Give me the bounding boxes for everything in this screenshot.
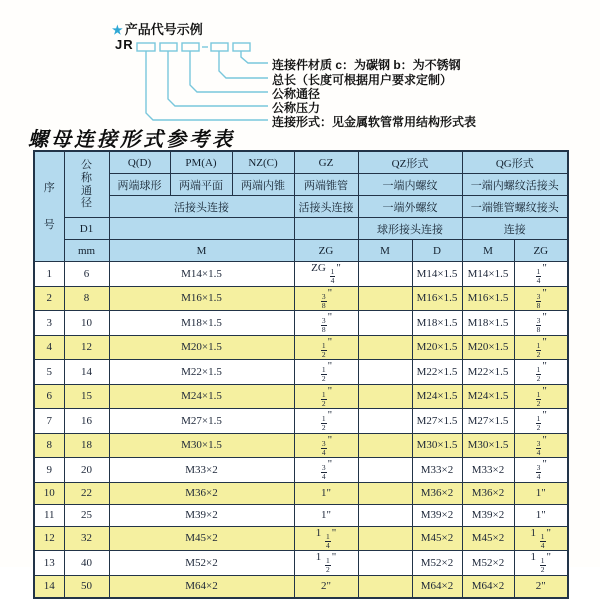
cell-dn: 6 <box>64 262 109 287</box>
cell-m: M39×2 <box>109 504 294 526</box>
cell-gz_zg: 2" <box>294 575 358 598</box>
cell-gz_zg: $\frac{3}{4}$ " <box>294 433 358 458</box>
cell-gz_zg: $\frac{1}{2}$ " <box>294 360 358 385</box>
cell-qz_m <box>358 311 412 336</box>
header-mm: mm <box>64 240 109 262</box>
cell-dn: 50 <box>64 575 109 598</box>
cell-qg_m: M27×1.5 <box>462 409 514 434</box>
cell-seq: 11 <box>34 504 64 526</box>
cell-qg_m: M33×2 <box>462 458 514 483</box>
code-box-3 <box>182 43 199 51</box>
cell-gz_zg: $\frac{3}{8}$ " <box>294 286 358 311</box>
cell-gz_zg: $\frac{3}{4}$ " <box>294 458 358 483</box>
cell-seq: 5 <box>34 360 64 385</box>
cell-m: M27×1.5 <box>109 409 294 434</box>
cell-gz_zg: ZG $\frac{1}{4}$ " <box>294 262 358 287</box>
cell-gz_zg: 1 $\frac{1}{2}$ " <box>294 551 358 576</box>
cell-m: M20×1.5 <box>109 335 294 360</box>
leader-line-material <box>241 51 268 63</box>
label-material: 连接件材质 c：为碳钢 b：为不锈钢 <box>272 58 461 72</box>
cell-gz_zg: $\frac{1}{2}$ " <box>294 335 358 360</box>
header-qg-row2: 一端内螺纹活接头 <box>462 174 568 196</box>
cell-qg_m: M64×2 <box>462 575 514 598</box>
cell-m: M45×2 <box>109 526 294 551</box>
cell-m: M52×2 <box>109 551 294 576</box>
header-qz-code: QZ形式 <box>358 151 462 174</box>
cell-m: M16×1.5 <box>109 286 294 311</box>
header-sub-m-qg: M <box>462 240 514 262</box>
table-row <box>34 526 568 551</box>
cell-dn: 15 <box>64 384 109 409</box>
cell-qz_m <box>358 286 412 311</box>
leader-line-diameter <box>190 51 268 92</box>
cell-qg_zg: $\frac{1}{4}$ " <box>514 262 568 287</box>
product-code-prefix: JR <box>115 37 134 52</box>
header-sub-m-qz: M <box>358 240 412 262</box>
cell-gz_zg: 1" <box>294 482 358 504</box>
cell-qz_d: M18×1.5 <box>412 311 462 336</box>
cell-qg_m: M36×2 <box>462 482 514 504</box>
cell-qg_m: M18×1.5 <box>462 311 514 336</box>
cell-qz_d: M22×1.5 <box>412 360 462 385</box>
cell-qg_m: M52×2 <box>462 551 514 576</box>
cell-dn: 22 <box>64 482 109 504</box>
header-nz-desc: 两端内锥 <box>232 174 294 196</box>
cell-m: M36×2 <box>109 482 294 504</box>
table-row <box>34 575 568 598</box>
table-row <box>34 262 568 287</box>
cell-gz_zg: 1 $\frac{1}{4}$ " <box>294 526 358 551</box>
cell-dn: 8 <box>64 286 109 311</box>
cell-qz_d: M20×1.5 <box>412 335 462 360</box>
label-connection: 连接形式：见金属软管常用结构形式表 <box>272 115 477 129</box>
nut-connection-table <box>33 150 569 599</box>
cell-gz_zg: 1" <box>294 504 358 526</box>
cell-qz_d: M24×1.5 <box>412 384 462 409</box>
code-box-2 <box>160 43 177 51</box>
cell-qg_zg: $\frac{3}{8}$ " <box>514 311 568 336</box>
cell-seq: 1 <box>34 262 64 287</box>
code-box-4 <box>211 43 228 51</box>
cell-qg_m: M14×1.5 <box>462 262 514 287</box>
cell-m: M33×2 <box>109 458 294 483</box>
header-empty-gz <box>294 218 358 240</box>
cell-dn: 10 <box>64 311 109 336</box>
table-row <box>34 384 568 409</box>
cell-dn: 16 <box>64 409 109 434</box>
table-row <box>34 286 568 311</box>
cell-dn: 40 <box>64 551 109 576</box>
header-sub-d-qz: D <box>412 240 462 262</box>
cell-qz_m <box>358 335 412 360</box>
header-sub-m-left: M <box>109 240 294 262</box>
table-row <box>34 409 568 434</box>
cell-dn: 32 <box>64 526 109 551</box>
cell-m: M30×1.5 <box>109 433 294 458</box>
table-row <box>34 482 568 504</box>
header-union-gz: 活接头连接 <box>294 196 358 218</box>
cell-qz_d: M39×2 <box>412 504 462 526</box>
cell-seq: 3 <box>34 311 64 336</box>
cell-qg_m: M24×1.5 <box>462 384 514 409</box>
star-icon: ★ <box>112 23 123 37</box>
header-seq: 序 号 <box>34 151 64 262</box>
cell-qz_m <box>358 482 412 504</box>
cell-dn: 12 <box>64 335 109 360</box>
label-diameter: 公称通径 <box>272 87 321 101</box>
cell-qz_d: M36×2 <box>412 482 462 504</box>
cell-qz_d: M27×1.5 <box>412 409 462 434</box>
table-body <box>34 262 568 598</box>
cell-qg_zg: $\frac{1}{2}$ " <box>514 409 568 434</box>
header-nominal-diameter: 公 称 通 径 <box>64 151 109 218</box>
cell-qz_d: M64×2 <box>412 575 462 598</box>
table-row <box>34 360 568 385</box>
leader-line-connection <box>146 51 268 120</box>
header-qz-row2: 一端内螺纹 <box>358 174 462 196</box>
cell-qz_m <box>358 384 412 409</box>
cell-seq: 12 <box>34 526 64 551</box>
header-nz-code: NZ(C) <box>232 151 294 174</box>
cell-qz_m <box>358 262 412 287</box>
cell-qz_d: M33×2 <box>412 458 462 483</box>
cell-qg_zg: 1" <box>514 504 568 526</box>
header-pm-desc: 两端平面 <box>170 174 232 196</box>
header-d1: D1 <box>64 218 109 240</box>
cell-seq: 4 <box>34 335 64 360</box>
leader-line-length <box>219 51 268 78</box>
cell-qg_zg: $\frac{1}{2}$ " <box>514 384 568 409</box>
cell-qg_m: M20×1.5 <box>462 335 514 360</box>
header-gz-code: GZ <box>294 151 358 174</box>
cell-qz_m <box>358 551 412 576</box>
label-pressure: 公称压力 <box>272 101 321 115</box>
cell-qz_d: M16×1.5 <box>412 286 462 311</box>
cell-qg_m: M22×1.5 <box>462 360 514 385</box>
cell-qz_m <box>358 526 412 551</box>
cell-seq: 8 <box>34 433 64 458</box>
cell-qz_d: M52×2 <box>412 551 462 576</box>
header-q-desc: 两端球形 <box>109 174 170 196</box>
cell-seq: 9 <box>34 458 64 483</box>
cell-seq: 10 <box>34 482 64 504</box>
code-box-1 <box>137 43 155 51</box>
cell-qz_m <box>358 433 412 458</box>
cell-qg_m: M45×2 <box>462 526 514 551</box>
cell-qz_m <box>358 504 412 526</box>
diagram-title-text: 产品代号示例 <box>124 22 203 37</box>
cell-qz_m <box>358 458 412 483</box>
cell-qg_zg: $\frac{3}{8}$ " <box>514 286 568 311</box>
table-row <box>34 551 568 576</box>
cell-qg_m: M30×1.5 <box>462 433 514 458</box>
cell-qg_zg: $\frac{1}{2}$ " <box>514 335 568 360</box>
cell-seq: 2 <box>34 286 64 311</box>
table-row <box>34 335 568 360</box>
header-sub-zg-qg: ZG <box>514 240 568 262</box>
cell-seq: 13 <box>34 551 64 576</box>
cell-qz_m <box>358 360 412 385</box>
header-empty-left <box>109 218 294 240</box>
header-qz-row3: 一端外螺纹 <box>358 196 462 218</box>
table-row <box>34 504 568 526</box>
cell-m: M24×1.5 <box>109 384 294 409</box>
cell-dn: 18 <box>64 433 109 458</box>
header-qg-row3: 一端锥管螺纹接头 <box>462 196 568 218</box>
diagram-title <box>112 19 203 38</box>
cell-qg_zg: 1 $\frac{1}{4}$ " <box>514 526 568 551</box>
cell-gz_zg: $\frac{1}{2}$ " <box>294 409 358 434</box>
table-title: 螺母连接形式参考表 <box>28 127 235 151</box>
code-box-5 <box>233 43 250 51</box>
header-q-code: Q(D) <box>109 151 170 174</box>
table-header <box>34 151 568 262</box>
header-gz-desc: 两端锥管 <box>294 174 358 196</box>
cell-qz_d: M14×1.5 <box>412 262 462 287</box>
cell-qg_zg: $\frac{3}{4}$ " <box>514 458 568 483</box>
cell-qz_m <box>358 409 412 434</box>
cell-dn: 14 <box>64 360 109 385</box>
cell-m: M14×1.5 <box>109 262 294 287</box>
cell-qg_m: M39×2 <box>462 504 514 526</box>
cell-m: M22×1.5 <box>109 360 294 385</box>
cell-qz_d: M30×1.5 <box>412 433 462 458</box>
header-qz-row4: 球形接头连接 <box>358 218 462 240</box>
cell-seq: 14 <box>34 575 64 598</box>
label-length: 总长（长度可根据用户要求定制） <box>272 73 453 87</box>
header-sub-zg-gz: ZG <box>294 240 358 262</box>
header-pm-code: PM(A) <box>170 151 232 174</box>
cell-dn: 20 <box>64 458 109 483</box>
cell-qz_d: M45×2 <box>412 526 462 551</box>
header-qg-code: QG形式 <box>462 151 568 174</box>
table-row <box>34 458 568 483</box>
cell-seq: 6 <box>34 384 64 409</box>
cell-m: M18×1.5 <box>109 311 294 336</box>
table-row <box>34 433 568 458</box>
header-union-left: 活接头连接 <box>109 196 294 218</box>
cell-seq: 7 <box>34 409 64 434</box>
cell-m: M64×2 <box>109 575 294 598</box>
cell-qg_zg: 2" <box>514 575 568 598</box>
cell-gz_zg: $\frac{1}{2}$ " <box>294 384 358 409</box>
cell-qg_zg: 1 $\frac{1}{2}$ " <box>514 551 568 576</box>
table-row <box>34 311 568 336</box>
cell-dn: 25 <box>64 504 109 526</box>
cell-gz_zg: $\frac{3}{8}$ " <box>294 311 358 336</box>
cell-qg_zg: $\frac{1}{2}$ " <box>514 360 568 385</box>
header-qg-row4: 连接 <box>462 218 568 240</box>
cell-qg_zg: $\frac{3}{4}$ " <box>514 433 568 458</box>
cell-qz_m <box>358 575 412 598</box>
cell-qg_zg: 1" <box>514 482 568 504</box>
cell-qg_m: M16×1.5 <box>462 286 514 311</box>
